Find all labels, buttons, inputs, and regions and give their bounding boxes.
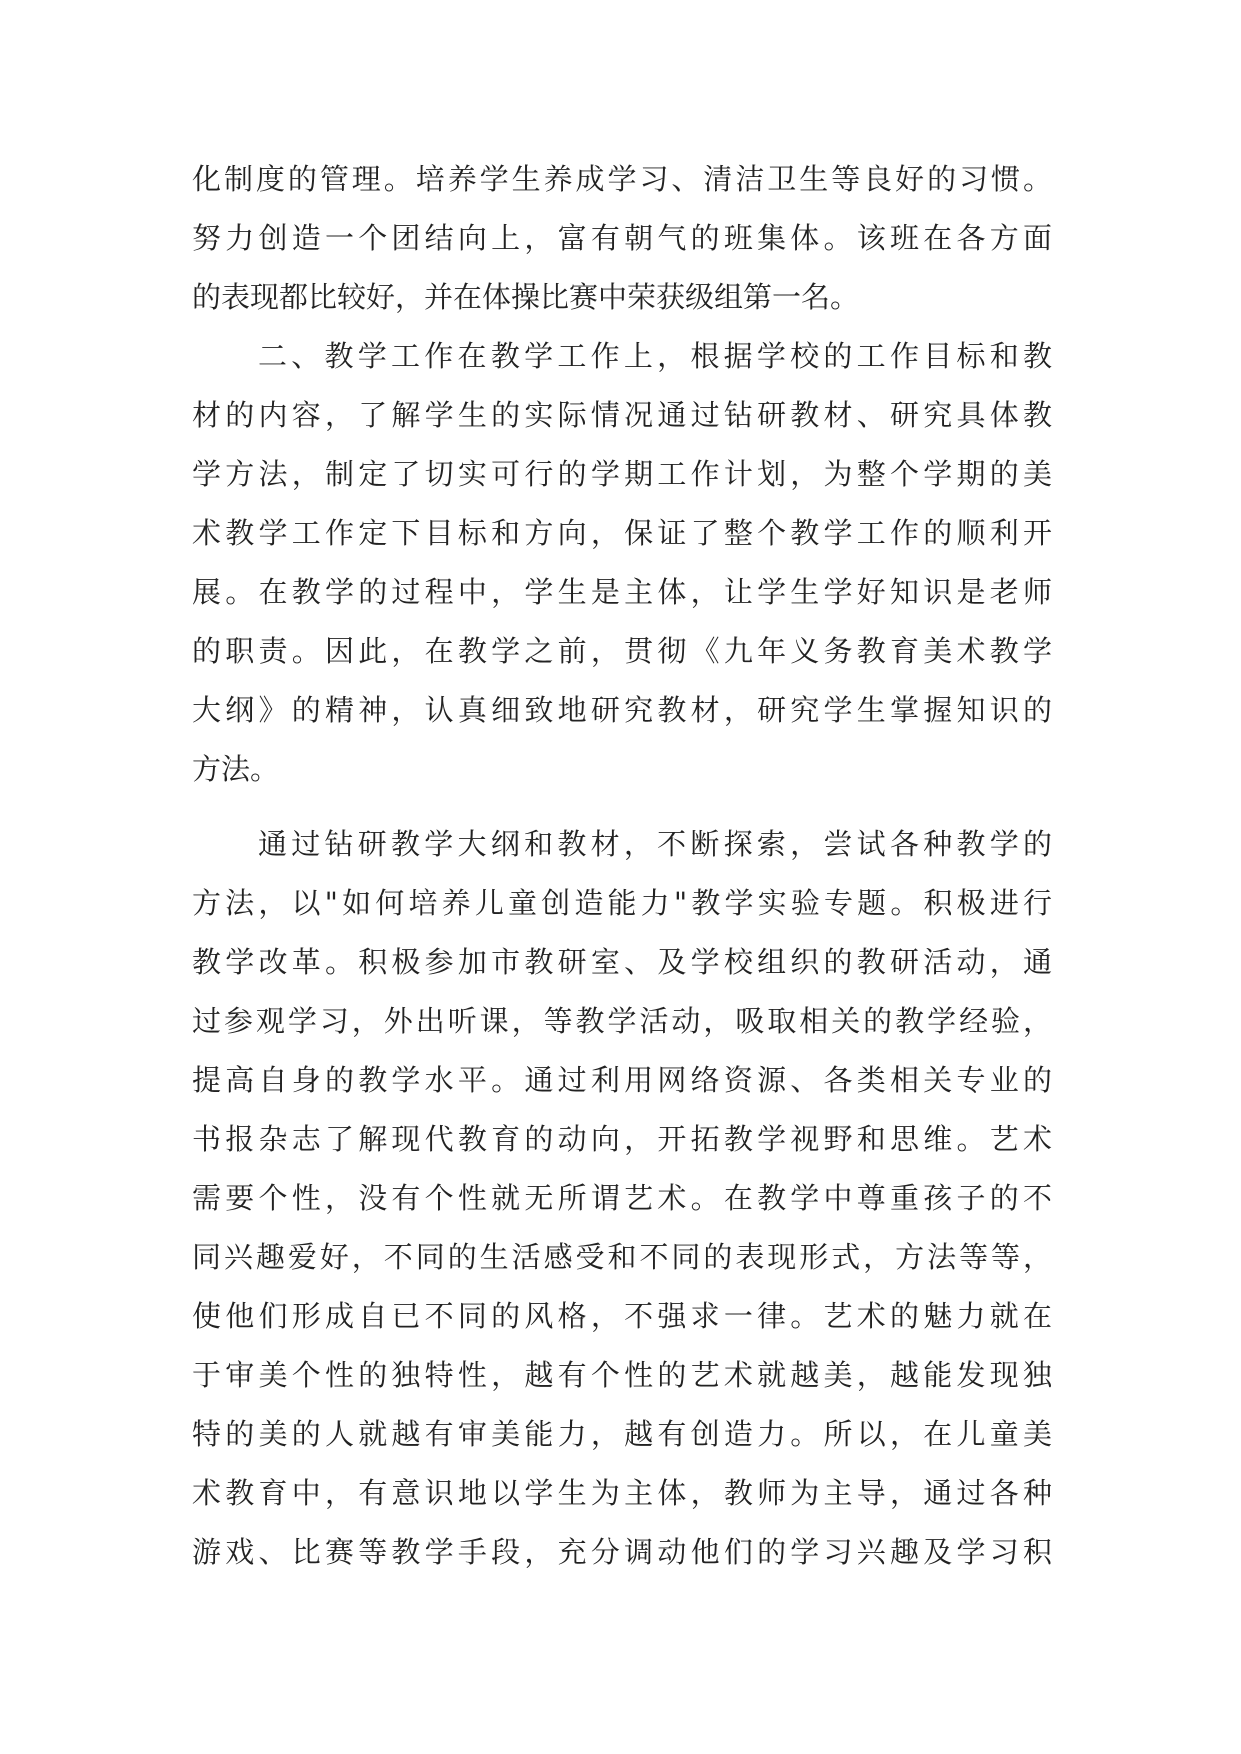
text-line: 于审美个性的独特性，越有个性的艺术就越美，越能发现独: [192, 1358, 1052, 1392]
paragraph-research: [192, 815, 1052, 1582]
text-line: 大纲》的精神，认真细致地研究教材，研究学生掌握知识的: [192, 693, 1052, 727]
document-body: [192, 150, 1052, 1582]
text-line: 的职责。因此，在教学之前，贯彻《九年义务教育美术教学: [192, 634, 1052, 668]
text-line: 游戏、比赛等教学手段，充分调动他们的学习兴趣及学习积: [192, 1535, 1052, 1569]
text-line: 努力创造一个团结向上，富有朝气的班集体。该班在各方面: [192, 221, 1052, 255]
text-line: 术教育中，有意识地以学生为主体，教师为主导，通过各种: [192, 1476, 1052, 1510]
text-line: 展。在教学的过程中，学生是主体，让学生学好知识是老师: [192, 575, 1052, 609]
text-line: 同兴趣爱好，不同的生活感受和不同的表现形式，方法等等，: [192, 1240, 1052, 1274]
text-line: 材的内容，了解学生的实际情况通过钻研教材、研究具体教: [192, 398, 1052, 432]
paragraph-teaching: [192, 327, 1052, 799]
text-line: 书报杂志了解现代教育的动向，开拓教学视野和思维。艺术: [192, 1122, 1052, 1156]
paragraph-gap: [192, 799, 1052, 815]
text-line: 方法，以"如何培养儿童创造能力"教学实验专题。积极进行: [192, 886, 1052, 920]
text-line: 通过钻研教学大纲和教材，不断探索，尝试各种教学的: [258, 827, 1052, 861]
text-line: 方法。: [192, 752, 280, 786]
text-line: 化制度的管理。培养学生养成学习、清洁卫生等良好的习惯。: [192, 162, 1052, 196]
text-line: 学方法，制定了切实可行的学期工作计划，为整个学期的美: [192, 457, 1052, 491]
text-line: 术教学工作定下目标和方向，保证了整个教学工作的顺利开: [192, 516, 1052, 550]
text-line: 提高自身的教学水平。通过利用网络资源、各类相关专业的: [192, 1063, 1052, 1097]
text-line: 过参观学习，外出听课，等教学活动，吸取相关的教学经验，: [192, 1004, 1052, 1038]
text-line: 二、教学工作在教学工作上，根据学校的工作目标和教: [258, 339, 1052, 373]
text-line: 教学改革。积极参加市教研室、及学校组织的教研活动，通: [192, 945, 1052, 979]
text-line: 的表现都比较好，并在体操比赛中荣获级组第一名。: [192, 280, 860, 314]
paragraph-continued: [192, 150, 1052, 327]
text-line: 特的美的人就越有审美能力，越有创造力。所以，在儿童美: [192, 1417, 1052, 1451]
text-line: 需要个性，没有个性就无所谓艺术。在教学中尊重孩子的不: [192, 1181, 1052, 1215]
text-line: 使他们形成自已不同的风格，不强求一律。艺术的魅力就在: [192, 1299, 1052, 1333]
